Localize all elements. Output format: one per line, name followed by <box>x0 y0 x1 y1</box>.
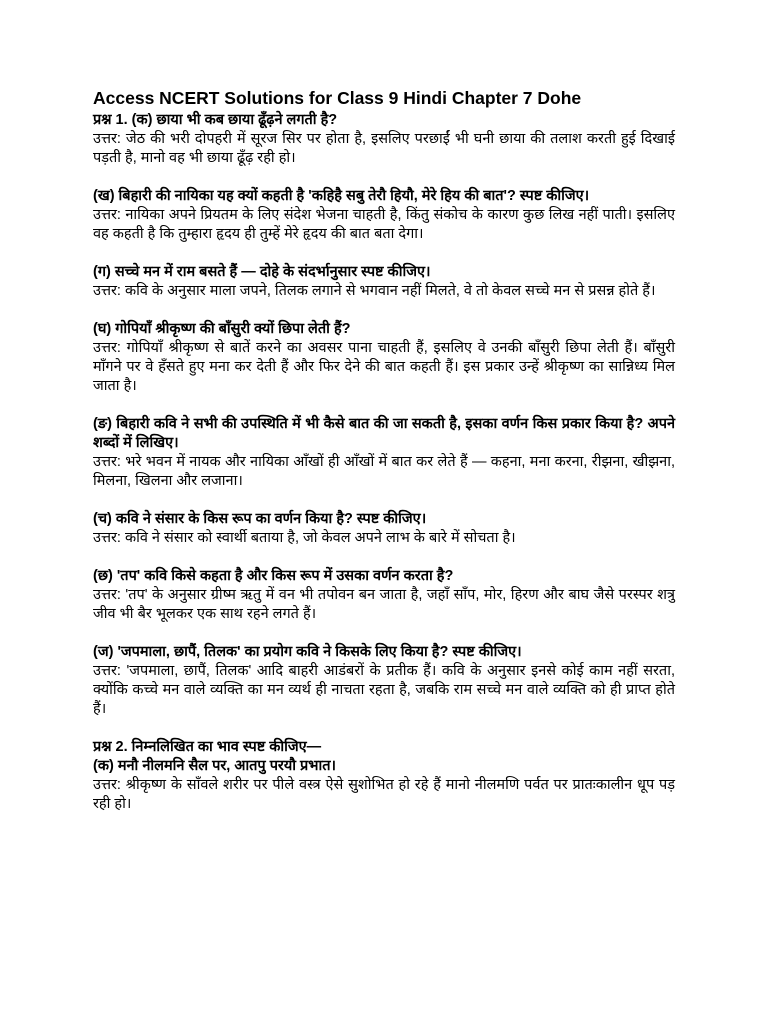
qa-block-10 <box>93 757 675 814</box>
qa-block-7 <box>93 567 675 624</box>
answer-text: उत्तर: कवि ने संसार को स्वार्थी बताया है, जो केवल अपने लाभ के बारे में सोचता है। <box>93 530 516 546</box>
spacer <box>93 491 675 510</box>
spacer <box>93 168 675 187</box>
qa-block-2 <box>93 187 675 244</box>
answer-text: उत्तर: गोपियाँ श्रीकृष्ण से बातें करने का अवसर पाना चाहती हैं, इसलिए वे उनकी बाँसुरी छिपा लेती हैं। बाँसुरी माँगने पर वे हँसते हुए मना कर देती हैं और फिर देने की बात कहती हैं। इस प्रकार उन्हें श्रीकृष्ण का सान्निध्य मिल जाता है। <box>93 340 675 394</box>
answer-text: उत्तर: 'तप' के अनुसार ग्रीष्म ऋतु में वन भी तपोवन बन जाता है, जहाँ साँप, मोर, हिरण और बाघ जैसे परस्पर शत्रु जीव भी बैर भूलकर एक साथ रहने लगते हैं। <box>93 587 675 622</box>
page-title: Access NCERT Solutions for Class 9 Hindi Chapter 7 Dohe <box>93 88 582 108</box>
qa-block-4 <box>93 320 675 396</box>
qa-block-8 <box>93 643 675 719</box>
qa-block-1 <box>93 111 675 168</box>
spacer <box>93 396 675 415</box>
answer-text: उत्तर: भरे भवन में नायक और नायिका आँखों ही आँखों में बात कर लेते हैं — कहना, मना करना, रीझना, खीझना, मिलना, खिलना और लजाना। <box>93 454 675 489</box>
answer-text: उत्तर: नायिका अपने प्रियतम के लिए संदेश भेजना चाहती है, किंतु संकोच के कारण कुछ लिख नहीं पाती। इसलिए वह कहती है कि तुम्हारा हृदय ही तुम्हें मेरे हृदय की बात बता देगा। <box>93 207 675 242</box>
spacer <box>93 719 675 738</box>
qa-block-3 <box>93 263 675 301</box>
question-text: (क) मनौ नीलमनि सैल पर, आतपु परयौ प्रभात। <box>93 758 337 774</box>
question-text: (छ) 'तप' कवि किसे कहता है और किस रूप में उसका वर्णन करता है? <box>93 568 454 584</box>
question-text: प्रश्न 1. (क) छाया भी कब छाया ढूँढ़ने लगती है? <box>93 112 338 128</box>
question-text: (ग) सच्चे मन में राम बसते हैं — दोहे के संदर्भानुसार स्पष्ट कीजिए। <box>93 264 431 280</box>
spacer <box>93 244 675 263</box>
spacer <box>93 624 675 643</box>
question-text: (च) कवि ने संसार के किस रूप का वर्णन किया है? स्पष्ट कीजिए। <box>93 511 427 527</box>
answer-text: उत्तर: कवि के अनुसार माला जपने, तिलक लगाने से भगवान नहीं मिलते, वे तो केवल सच्चे मन से प्रसन्न होते हैं। <box>93 283 656 299</box>
answer-text: उत्तर: श्रीकृष्ण के साँवले शरीर पर पीले वस्त्र ऐसे सुशोभित हो रहे हैं मानो नीलमणि पर्वत पर प्रातःकालीन धूप पड़ रही हो। <box>93 777 675 812</box>
qa-block-5 <box>93 415 675 491</box>
document-content <box>93 87 675 814</box>
section-heading: प्रश्न 2. निम्नलिखित का भाव स्पष्ट कीजिए— <box>93 739 322 755</box>
question-text: (ख) बिहारी की नायिका यह क्यों कहती है 'कहिहै सबु तेरौ हियौ, मेरे हिय की बात'? स्पष्ट कीजिए। <box>93 188 590 204</box>
question-text: (ज) 'जपमाला, छापैं, तिलक' का प्रयोग कवि ने किसके लिए किया है? स्पष्ट कीजिए। <box>93 644 522 660</box>
answer-text: उत्तर: 'जपमाला, छापैं, तिलक' आदि बाहरी आडंबरों के प्रतीक हैं। कवि के अनुसार इनसे कोई काम नहीं सरता, क्योंकि कच्चे मन वाले व्यक्ति का मन व्यर्थ ही नाचता रहता है, जबकि राम सच्चे मन वाले व्यक्ति को ही प्राप्त होते हैं। <box>93 663 675 717</box>
question-text: (ङ) बिहारी कवि ने सभी की उपस्थिति में भी कैसे बात की जा सकती है, इसका वर्णन किस प्रकार किया है? अपने शब्दों में लिखिए। <box>93 416 675 451</box>
qa-block-9 <box>93 738 675 757</box>
qa-block-6 <box>93 510 675 548</box>
question-text: (घ) गोपियाँ श्रीकृष्ण की बाँसुरी क्यों छिपा लेती हैं? <box>93 321 351 337</box>
answer-text: उत्तर: जेठ की भरी दोपहरी में सूरज सिर पर होता है, इसलिए परछाईं भी घनी छाया की तलाश करती हुई दिखाई पड़ती है, मानो वह भी छाया ढूँढ़ रही हो। <box>93 131 675 166</box>
spacer <box>93 301 675 320</box>
spacer <box>93 548 675 567</box>
